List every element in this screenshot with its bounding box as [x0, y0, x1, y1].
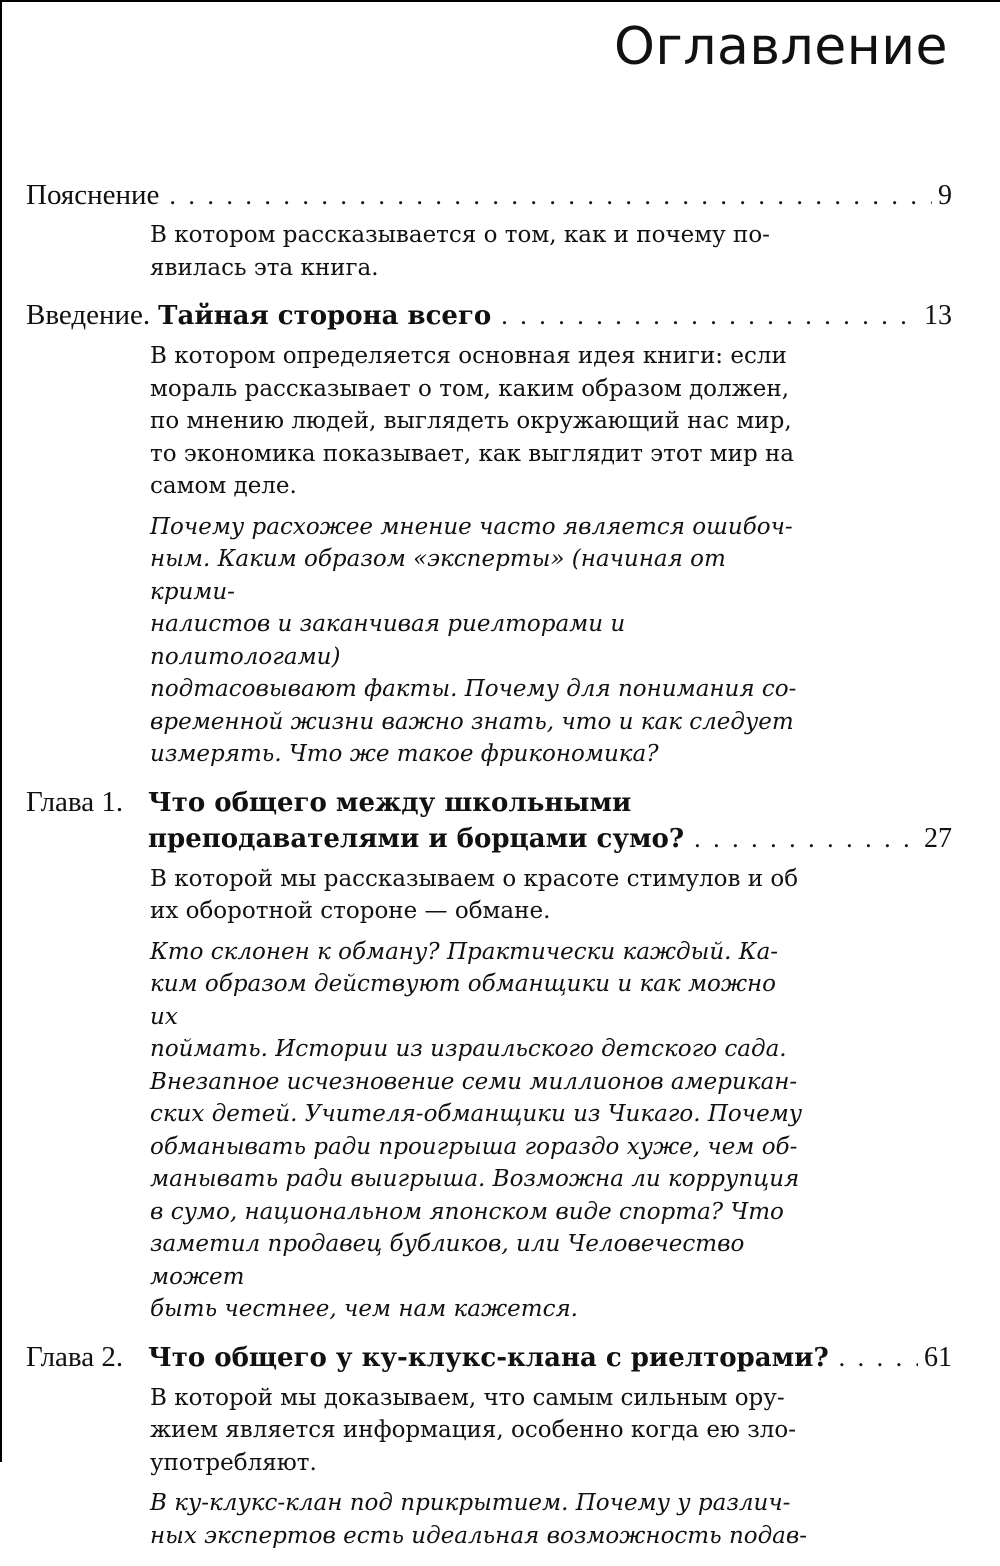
toc-entry-description: В которой мы рассказываем о красоте стимулов и об их оборотной стороне — обмане.: [150, 865, 799, 924]
dot-leader: [694, 821, 918, 856]
toc-page-number: 13: [924, 300, 952, 331]
dot-leader: [169, 178, 932, 213]
toc-entry-description: В котором определяется основная идея книги: если мораль рассказывает о том, каким образом должен, по мнению людей, выглядеть окружающий нас мир, то экономика показывает, как выглядит этот мир на самом деле.: [150, 343, 795, 499]
toc-entry-description: В котором рассказывается о том, как и почему по- явилась эта книга.: [150, 222, 770, 281]
toc-entry-description: В которой мы доказываем, что самым сильным ору- жием является информация, особенно когда ею зло- употребляют.: [150, 1384, 797, 1476]
table-of-contents: [26, 178, 952, 1566]
toc-entry-chapter-1: [26, 785, 952, 1326]
toc-entry-title-line1: Что общего между школьными: [148, 787, 632, 818]
toc-entry-title: Что общего у ку-клукс-клана с риелторами?: [148, 1342, 829, 1373]
toc-entry-heading[interactable]: [26, 785, 952, 821]
toc-entry-heading[interactable]: [26, 1340, 952, 1376]
toc-entry-title: Тайная сторона всего: [158, 301, 492, 331]
toc-entry-heading[interactable]: [26, 178, 952, 213]
toc-entry-heading[interactable]: [26, 298, 952, 334]
dot-leader: [839, 1340, 918, 1375]
toc-entry-summary: В ку-клукс-клан под прикрытием. Почему у различ- ных экспертов есть идеальная возможность подав-: [150, 1490, 808, 1549]
toc-entry-label: Введение.: [26, 299, 151, 331]
toc-entry-introduction: [26, 298, 952, 771]
toc-page-number: 9: [938, 180, 952, 211]
toc-page-number: 27: [924, 822, 952, 854]
toc-page-number: 61: [924, 1341, 952, 1373]
toc-entry-label: Глава 2.: [26, 1340, 124, 1373]
dot-leader: [501, 298, 918, 333]
toc-entry-label: Пояснение: [26, 179, 160, 211]
toc-entry-summary: Кто склонен к обману? Практически каждый. Ка- ким образом действуют обманщики и как можно их поймать. Истории из израильского детского сада. Внезапное исчезновение семи миллионов америкaн- ских детей. Учителя-обманщики из Чикаго. Почему обманывать ради проигрыша гораздо хуже, чем об- манывать ради выигрыша. Возможна ли коррупция в сумо, национальном японском виде спорта? Что заметил продавец бубликов, или Человечество может быть честнее, чем нам кажется.: [150, 938, 803, 1322]
toc-entry-heading-line2[interactable]: [26, 821, 952, 857]
toc-entry-summary: Почему расхожее мнение часто является ошибоч- ным. Каким образом «эксперты» (начиная от крими- налистов и заканчивая риелторами и политологами) подтасовывают факты. Почему для понимания со- временной жизни важно знать, что и как следует измерять. Что же такое фрикономика?: [150, 513, 797, 767]
toc-entry-label: Глава 1.: [26, 785, 124, 818]
toc-entry-preface: [26, 178, 952, 284]
toc-entry-title-line2: преподавателями и борцами сумо?: [148, 823, 685, 854]
toc-entry-chapter-2: [26, 1340, 952, 1553]
page-title: Оглавление: [613, 17, 948, 77]
